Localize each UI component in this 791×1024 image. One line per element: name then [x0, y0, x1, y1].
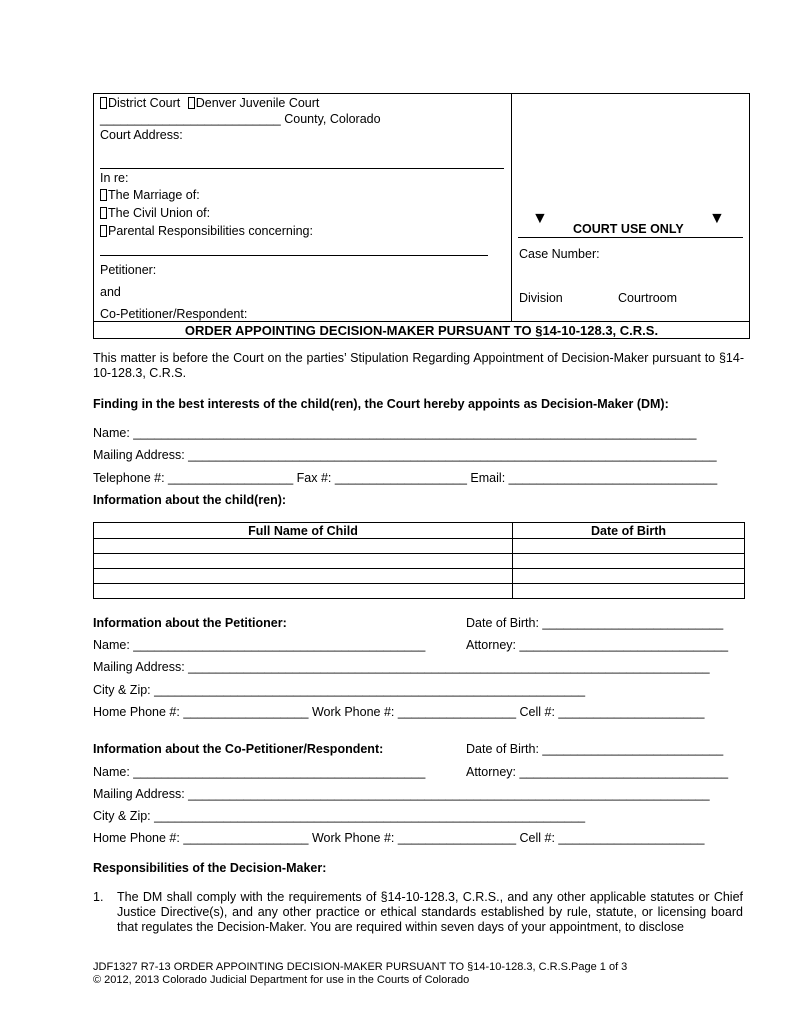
item-1-number: 1.	[93, 890, 104, 904]
court-type-options	[100, 96, 319, 110]
petitioner-heading: Information about the Petitioner:	[93, 616, 287, 630]
petitioner-attorney-field[interactable]: Attorney: ______________________________	[466, 638, 729, 652]
col-full-name: Full Name of Child	[94, 523, 513, 539]
footer-form-id: JDF1327 R7-13 ORDER APPOINTING DECISION-MAKER PURSUANT TO §14-10-128.3, C.R.S.Page 1 of 3	[93, 961, 628, 973]
document-title: ORDER APPOINTING DECISION-MAKER PURSUANT TO §14-10-128.3, C.R.S.	[184, 323, 659, 338]
copetitioner-mailing-field[interactable]: Mailing Address: ___________________________________________________________________________	[93, 787, 710, 801]
court-address-line[interactable]	[100, 168, 504, 169]
intro-paragraph: This matter is before the Court on the parties’ Stipulation Regarding Appointment of Decision-Maker pursuant to §14-10-128.3, C.R.S.	[93, 351, 744, 380]
table-row[interactable]	[94, 584, 745, 599]
dm-contact-fields[interactable]: Telephone #: __________________ Fax #: ___________________ Email: ______________________________	[93, 471, 718, 485]
parental-responsibilities-checkbox[interactable]: Parental Responsibilities concerning:	[100, 224, 313, 238]
responsibilities-heading: Responsibilities of the Decision-Maker:	[93, 861, 327, 875]
copetitioner-attorney-field[interactable]: Attorney: ______________________________	[466, 765, 729, 779]
petitioner-name-field[interactable]: Name: __________________________________________	[93, 638, 426, 652]
and-label: and	[100, 285, 121, 299]
division-label[interactable]: Division	[519, 291, 563, 305]
copetitioner-dob-field[interactable]: Date of Birth: __________________________	[466, 742, 724, 756]
table-row[interactable]	[94, 539, 745, 554]
court-use-only: COURT USE ONLY	[573, 222, 684, 236]
dm-mailing-field[interactable]: Mailing Address: ____________________________________________________________________________	[93, 448, 717, 462]
court-use-line	[518, 237, 743, 238]
petitioner-dob-field[interactable]: Date of Birth: __________________________	[466, 616, 724, 630]
footer-copyright: © 2012, 2013 Colorado Judicial Department for use in the Courts of Colorado	[93, 974, 470, 986]
district-court-checkbox[interactable]: District Court	[100, 96, 180, 110]
county-line[interactable]: __________________________ County, Colorado	[100, 112, 381, 126]
triangle-left-icon: ▼	[532, 210, 548, 227]
petitioner-city-field[interactable]: City & Zip: ______________________________________________________________	[93, 683, 586, 697]
caption-divider-vertical	[511, 93, 512, 322]
petitioner-mailing-field[interactable]: Mailing Address: ___________________________________________________________________________	[93, 660, 710, 674]
children-table	[93, 522, 745, 599]
courtroom-label[interactable]: Courtroom	[618, 291, 678, 305]
dm-name-field[interactable]: Name: _________________________________________________________________________________	[93, 426, 697, 440]
copetitioner-phone-fields[interactable]: Home Phone #: __________________ Work Phone #: _________________ Cell #: _____________________	[93, 831, 705, 845]
copetitioner-heading: Information about the Co-Petitioner/Respondent:	[93, 742, 384, 756]
children-heading: Information about the child(ren):	[93, 493, 287, 507]
denver-juvenile-court-checkbox[interactable]: Denver Juvenile Court	[188, 96, 320, 110]
copetitioner-name-field[interactable]: Name: __________________________________________	[93, 765, 426, 779]
petitioner-phone-fields[interactable]: Home Phone #: __________________ Work Phone #: _________________ Cell #: _____________________	[93, 705, 705, 719]
copetitioner-city-field[interactable]: City & Zip: ______________________________________________________________	[93, 809, 586, 823]
finding-heading: Finding in the best interests of the child(ren), the Court hereby appoints as Decision-Maker (DM):	[93, 397, 669, 411]
table-row[interactable]	[94, 554, 745, 569]
table-row[interactable]	[94, 569, 745, 584]
civil-union-checkbox[interactable]: The Civil Union of:	[100, 206, 210, 220]
caption-divider-horizontal	[93, 321, 750, 322]
col-date-of-birth: Date of Birth	[513, 523, 745, 539]
marriage-checkbox[interactable]: The Marriage of:	[100, 188, 200, 202]
in-re-label: In re:	[100, 171, 129, 185]
case-number-label[interactable]: Case Number:	[519, 247, 600, 261]
parties-line[interactable]	[100, 255, 488, 256]
petitioner-label: Petitioner:	[100, 263, 157, 277]
court-address-label: Court Address:	[100, 128, 183, 142]
item-1-text: The DM shall comply with the requirements of §14-10-128.3, C.R.S., and any other applicable statutes or Chief Justice Directive(s), and any other practice or ethical standards established by rule, statute, or licensing board that regulates the Decision-Maker. You are required within seven days of your appointment, to disclose	[117, 890, 743, 934]
triangle-right-icon: ▼	[709, 210, 725, 227]
co-petitioner-label: Co-Petitioner/Respondent:	[100, 307, 248, 321]
